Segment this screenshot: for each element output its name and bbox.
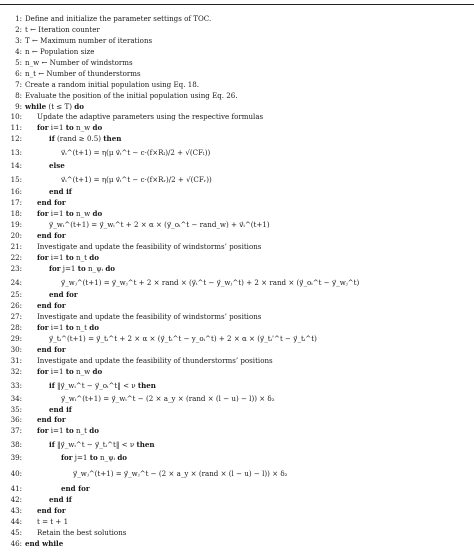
line-number: 43: xyxy=(10,505,22,515)
algorithm-line-12 xyxy=(0,134,474,145)
line-text: T ← Maximum number of iterations xyxy=(25,35,153,45)
line-number: 11: xyxy=(10,123,22,133)
line-number: 19: xyxy=(10,220,22,230)
line-text: y⃗_wᵢ^(t+1) = y⃗_wᵢ^t − (2 × a_y × (rand × (l − u) − l)) × δ₂ xyxy=(61,393,275,403)
line-number: 38: xyxy=(10,440,22,450)
algorithm-line-33 xyxy=(0,378,474,394)
line-number: 27: xyxy=(10,312,22,322)
algorithm-line-29 xyxy=(0,334,474,345)
algorithm-line-41 xyxy=(0,484,474,495)
line-text: Investigate and update the feasibility of windstorms’ positions xyxy=(37,242,262,252)
line-number: 14: xyxy=(10,160,22,170)
line-number: 15: xyxy=(10,174,22,184)
line-text: Investigate and update the feasibility of windstorms’ positions xyxy=(37,312,262,322)
algorithm-line-40 xyxy=(0,464,474,484)
line-text: for i=1 to n_w do xyxy=(37,209,103,219)
line-text: end for xyxy=(37,231,66,241)
line-text: for j=1 to n_ψᵢ do xyxy=(49,263,116,273)
line-number: 20: xyxy=(10,231,22,241)
line-text: t = t + 1 xyxy=(37,516,69,526)
line-number: 35: xyxy=(10,404,22,414)
algorithm-line-15 xyxy=(0,172,474,188)
line-text: end for xyxy=(37,301,66,311)
line-number: 31: xyxy=(10,356,22,366)
line-text: end if xyxy=(49,404,72,414)
line-text: n_w ← Number of windstorms xyxy=(25,57,133,67)
line-number: 28: xyxy=(10,323,22,333)
line-number: 42: xyxy=(10,494,22,504)
line-number: 1: xyxy=(15,14,22,23)
algorithm-line-26 xyxy=(0,301,474,312)
line-number: 10: xyxy=(10,112,22,122)
line-text: end while xyxy=(25,538,64,548)
algorithm-line-22 xyxy=(0,253,474,264)
line-number: 8: xyxy=(15,90,22,100)
algorithm-line-39 xyxy=(0,453,474,464)
algorithm-line-18 xyxy=(0,209,474,220)
line-number: 34: xyxy=(10,393,22,403)
line-number: 6: xyxy=(15,68,22,78)
line-text: v⃗ᵢ^(t+1) = η(μ v⃗ᵢ^t − c·(f×Rᵣ)/2 + √(CFᵣ)) xyxy=(61,174,212,184)
line-text: end for xyxy=(61,483,90,493)
algorithm-line-42 xyxy=(0,495,474,506)
line-number: 16: xyxy=(10,187,22,197)
algorithm-line-25 xyxy=(0,290,474,301)
algorithm-listing xyxy=(0,14,474,549)
line-text: Investigate and update the feasibility of thunderstorms’ positions xyxy=(37,356,273,366)
line-text: y⃗_tᵢ^(t+1) = y⃗_tᵢ^t + 2 × α × (y⃗_tᵢ^t − y_oᵢ^t) + 2 × α × (y⃗_tᵢ'^t − y⃗_tᵢ^t) xyxy=(49,334,317,344)
algorithm-line-38 xyxy=(0,437,474,453)
algorithm-line-28 xyxy=(0,323,474,334)
algorithm-line-6 xyxy=(0,69,474,80)
line-number: 3: xyxy=(15,35,22,45)
algorithm-line-36 xyxy=(0,415,474,426)
algorithm-line-46 xyxy=(0,539,474,550)
line-text: for i=1 to n_t do xyxy=(37,323,99,333)
algorithm-line-20 xyxy=(0,231,474,242)
algorithm-line-21 xyxy=(0,242,474,253)
line-number: 33: xyxy=(10,380,22,390)
line-text: n ← Population size xyxy=(25,46,95,56)
line-number: 26: xyxy=(10,301,22,311)
line-number: 18: xyxy=(10,209,22,219)
algorithm-line-2 xyxy=(0,25,474,36)
line-number: 22: xyxy=(10,253,22,262)
line-number: 45: xyxy=(10,527,22,537)
top-rule xyxy=(0,4,474,5)
line-number: 40: xyxy=(10,468,22,478)
line-number: 46: xyxy=(10,538,22,548)
line-text: for i=1 to n_w do xyxy=(37,123,103,133)
line-number: 13: xyxy=(10,148,22,158)
algorithm-line-19 xyxy=(0,220,474,231)
line-number: 41: xyxy=(10,483,22,493)
line-text: y⃗_wⱼ^(t+1) = y⃗_wⱼ^t + 2 × rand × (y⃗ᵢ^t − y⃗_wⱼ^t) + 2 × rand × (y⃗_oᵢ^t − y⃗_wⱼ^t) xyxy=(61,277,360,287)
algorithm-line-9 xyxy=(0,102,474,113)
algorithm-line-43 xyxy=(0,506,474,517)
line-text: end for xyxy=(37,345,66,355)
algorithm-line-5 xyxy=(0,58,474,69)
line-number: 39: xyxy=(10,452,22,462)
line-text: if ‖y⃗_wᵢ^t − y⃗_tᵢ^t‖ < ν then xyxy=(49,440,155,450)
line-text: Retain the best solutions xyxy=(37,527,127,537)
algorithm-line-31 xyxy=(0,356,474,367)
line-text: for i=1 to n_w do xyxy=(37,367,103,377)
algorithm-line-3 xyxy=(0,36,474,47)
line-text: end for xyxy=(49,290,78,300)
algorithm-line-8 xyxy=(0,91,474,102)
line-text: for i=1 to n_t do xyxy=(37,426,99,436)
line-number: 12: xyxy=(10,134,22,144)
line-number: 30: xyxy=(10,345,22,355)
line-number: 36: xyxy=(10,415,22,425)
line-number: 23: xyxy=(10,263,22,273)
line-text: end for xyxy=(37,415,66,425)
algorithm-line-45 xyxy=(0,528,474,539)
line-text: Define and initialize the parameter settings of TOC. xyxy=(25,14,212,23)
algorithm-line-11 xyxy=(0,123,474,134)
algorithm-line-16 xyxy=(0,187,474,198)
line-number: 37: xyxy=(10,426,22,436)
line-text: if ‖y⃗_wᵢ^t − y⃗_oᵢ^t‖ < ν then xyxy=(49,380,156,390)
line-number: 4: xyxy=(15,46,22,56)
line-text: t ← Iteration counter xyxy=(25,24,100,34)
algorithm-line-13 xyxy=(0,145,474,161)
algorithm-line-34 xyxy=(0,394,474,405)
line-text: for i=1 to n_t do xyxy=(37,253,99,262)
line-number: 2: xyxy=(15,24,22,34)
line-number: 9: xyxy=(15,101,22,111)
line-text: for j=1 to n_ψᵢ do xyxy=(61,452,128,462)
algorithm-line-7 xyxy=(0,80,474,91)
algorithm-line-17 xyxy=(0,198,474,209)
line-number: 44: xyxy=(10,516,22,526)
line-number: 21: xyxy=(10,242,22,252)
algorithm-line-44 xyxy=(0,517,474,528)
line-text: while (t ≤ T) do xyxy=(25,101,84,111)
line-number: 5: xyxy=(15,57,22,67)
line-text: v⃗ᵢ^(t+1) = η(μ v⃗ᵢ^t − c·(f×Rₗ)/2 + √(CFₗ)) xyxy=(61,148,211,158)
line-text: Create a random initial population using Eq. 18. xyxy=(25,79,199,89)
line-text: if (rand ≥ 0.5) then xyxy=(49,134,122,144)
line-number: 7: xyxy=(15,79,22,89)
line-text: else xyxy=(49,160,65,170)
line-text: Update the adaptive parameters using the respective formulas xyxy=(37,112,264,122)
algorithm-line-37 xyxy=(0,426,474,437)
line-text: Evaluate the position of the initial population using Eq. 26. xyxy=(25,90,238,100)
algorithm-line-14 xyxy=(0,161,474,172)
algorithm-line-32 xyxy=(0,367,474,378)
line-text: n_t ← Number of thunderstorms xyxy=(25,68,141,78)
line-text: y⃗_wᵢ^(t+1) = y⃗_wᵢ^t + 2 × α × (y⃗_oᵢ^t − rand_w) + v⃗ᵢ^(t+1) xyxy=(49,220,270,230)
algorithm-line-10 xyxy=(0,112,474,123)
algorithm-line-30 xyxy=(0,345,474,356)
line-number: 24: xyxy=(10,277,22,287)
algorithm-line-1 xyxy=(0,14,474,25)
line-number: 17: xyxy=(10,198,22,208)
line-text: end if xyxy=(49,187,72,197)
line-number: 32: xyxy=(10,367,22,377)
algorithm-line-27 xyxy=(0,312,474,323)
algorithm-line-4 xyxy=(0,47,474,58)
line-text: end for xyxy=(37,198,66,208)
algorithm-line-23 xyxy=(0,264,474,275)
line-text: end for xyxy=(37,505,66,515)
line-number: 25: xyxy=(10,290,22,300)
algorithm-line-35 xyxy=(0,405,474,416)
line-number: 29: xyxy=(10,334,22,344)
line-text: end if xyxy=(49,494,72,504)
algorithm-line-24 xyxy=(0,275,474,291)
line-text: y⃗_wⱼ^(t+1) = y⃗_wⱼ^t − (2 × a_y × (rand × (l − u) − l)) × δ₂ xyxy=(73,468,288,478)
